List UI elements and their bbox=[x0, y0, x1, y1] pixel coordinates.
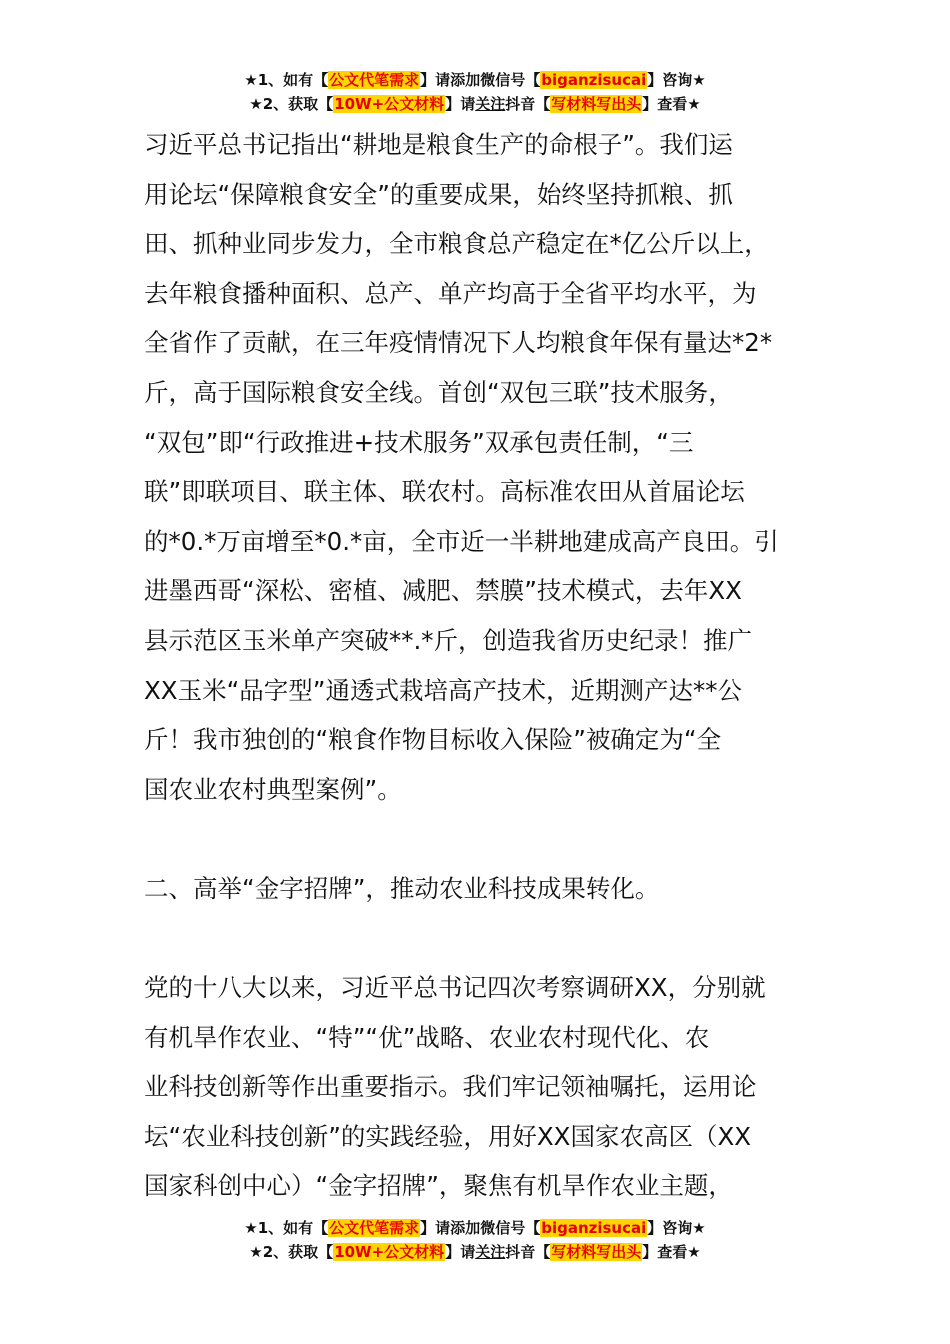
highlight-service: 公文代笔需求 bbox=[329, 71, 420, 89]
highlight-wechat-id: biganzisucai bbox=[541, 1219, 647, 1237]
document-body bbox=[144, 120, 809, 1211]
highlight-douyin: 写材料写出头 bbox=[551, 95, 642, 113]
paragraph-tech-transfer: 党的十八大以来，习近平总书记四次考察调研XX，分别就 有机旱作农业、“特”“优”战略、农业农村现代化、农 业科技创新等作出重要指示。我们牢记领袖嘱托，运用论 坛“农业科技创新”的实践经验，用好XX国家农高区（XX 国家科创中心）“金字招牌”，聚焦有机旱作农业主题， bbox=[144, 973, 766, 1201]
promo-banner-top bbox=[0, 68, 950, 116]
paragraph-grain-security: 习近平总书记指出“耕地是粮食生产的命根子”。我们运 用论坛“保障粮食安全”的重要成果，始终坚持抓粮、抓 田、抓种业同步发力，全市粮食总产稳定在*亿公斤以上， 去年粮食播种面积、总产、单产均高于全省平均水平，为 全省作了贡献，在三年疫情情况下人均粮食年保有量达*2* 斤，高于国际粮食安全线。首创“双包三联”技术服务， “双包”即“行政推进+技术服务”双承包责任制，“三 联”即联项目、联主体、联农村。高标准农田从首届论坛 的*0.*万亩增至*0.*亩，全市近一半耕地建成高产良田。引 进墨西哥“深松、密植、减肥、禁膜”技术模式，去年XX 县示范区玉米单产突破**.*斤，创造我省历史纪录！推广 XX玉米“品字型”通透式栽培高产技术，近期测产达**公 斤！我市独创的“粮食作物目标收入保险”被确定为“全 国农业农村典型案例”。 bbox=[144, 130, 779, 804]
promo-banner-bottom bbox=[0, 1216, 950, 1264]
highlight-materials: 10W+公文材料 bbox=[334, 1243, 445, 1261]
highlight-service: 公文代笔需求 bbox=[329, 1219, 420, 1237]
promo-line-2-bottom: ★2、获取【10W+公文材料】请关注抖音【写材料写出头】查看★ bbox=[249, 1243, 701, 1261]
highlight-douyin: 写材料写出头 bbox=[551, 1243, 642, 1261]
section-heading: 二、高举“金字招牌”，推动农业科技成果转化。 bbox=[144, 873, 660, 903]
promo-line-2: ★2、获取【10W+公文材料】请关注抖音【写材料写出头】查看★ bbox=[249, 95, 701, 113]
highlight-wechat-id: biganzisucai bbox=[541, 71, 647, 89]
promo-line-1: ★1、如有【公文代笔需求】请添加微信号【biganzisucai】咨询★ bbox=[244, 71, 706, 89]
highlight-materials: 10W+公文材料 bbox=[334, 95, 445, 113]
promo-line-1-bottom: ★1、如有【公文代笔需求】请添加微信号【biganzisucai】咨询★ bbox=[244, 1219, 706, 1237]
